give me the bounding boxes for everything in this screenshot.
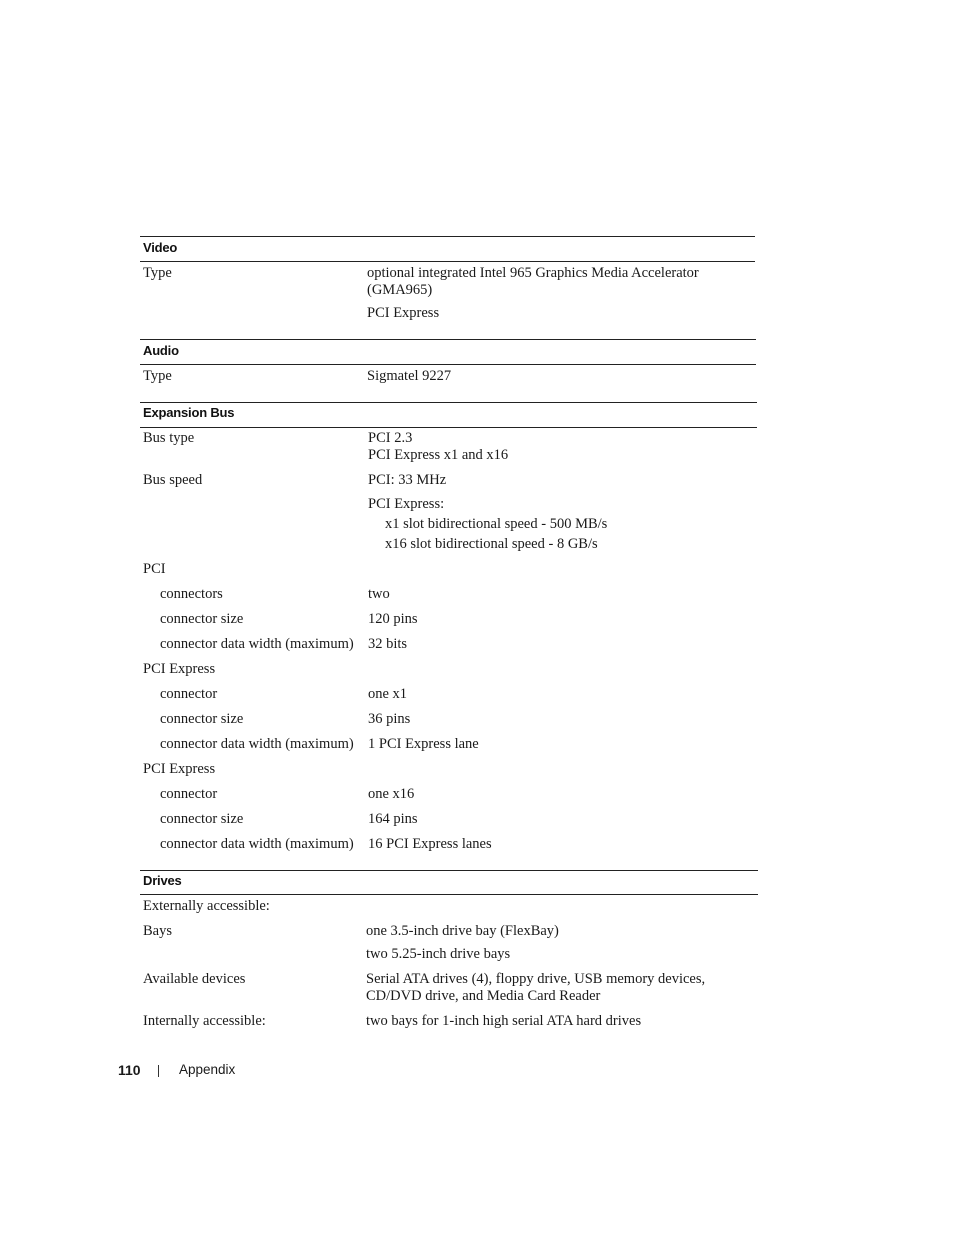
pcie-x1-size-label: connector size xyxy=(160,711,244,727)
pcie-x1-connector-label: connector xyxy=(160,686,218,702)
pcie-x1-width-value: 1 PCI Express lane xyxy=(368,736,479,752)
pcie-x1-width-label: connector data width (maximum) xyxy=(160,736,354,752)
video-type-label: Type xyxy=(143,265,172,281)
drives-bays-value-2: two 5.25-inch drive bays xyxy=(366,946,511,962)
drives-heading-rule xyxy=(140,894,758,895)
bus-speed-value-1: PCI: 33 MHz xyxy=(368,472,447,488)
audio-heading-rule xyxy=(140,364,756,365)
bus-type-value-2: PCI Express x1 and x16 xyxy=(368,447,509,463)
pci-connectors-value: two xyxy=(368,586,390,602)
expansion-heading-rule xyxy=(140,427,757,428)
pci-connectors-label: connectors xyxy=(160,586,223,602)
pcie-x16-width-value: 16 PCI Express lanes xyxy=(368,836,492,852)
pcie-x1-label: PCI Express xyxy=(143,661,216,677)
audio-heading: Audio xyxy=(143,343,179,358)
pcie-x16-connector-label: connector xyxy=(160,786,218,802)
video-top-rule xyxy=(140,236,755,237)
page-number: 110 xyxy=(118,1062,141,1078)
drives-devices-label: Available devices xyxy=(143,971,246,987)
bus-speed-value-2: PCI Express: xyxy=(368,496,445,512)
pcie-x16-connector-value: one x16 xyxy=(368,786,415,802)
drives-internal-label: Internally accessible: xyxy=(143,1013,266,1029)
pcie-x16-size-label: connector size xyxy=(160,811,244,827)
video-heading: Video xyxy=(143,240,178,255)
expansion-top-rule xyxy=(140,402,757,403)
expansion-heading: Expansion Bus xyxy=(143,405,235,420)
pcie-x16-size-value: 164 pins xyxy=(368,811,418,827)
bus-type-label: Bus type xyxy=(143,430,195,446)
bus-speed-value-3: x1 slot bidirectional speed - 500 MB/s xyxy=(385,516,608,532)
video-type-value-2: PCI Express xyxy=(367,305,440,321)
drives-top-rule xyxy=(140,870,758,871)
pcie-x1-connector-value: one x1 xyxy=(368,686,408,702)
audio-type-value: Sigmatel 9227 xyxy=(367,368,452,384)
video-type-value-1: optional integrated Intel 965 Graphics Media Accelerator (GMA965) xyxy=(367,265,699,298)
drives-bays-label: Bays xyxy=(143,923,172,939)
pcie-x16-width-label: connector data width (maximum) xyxy=(160,836,354,852)
drives-bays-value-1: one 3.5-inch drive bay (FlexBay) xyxy=(366,923,559,939)
audio-type-label: Type xyxy=(143,368,172,384)
pci-size-value: 120 pins xyxy=(368,611,418,627)
pcie-x1-size-value: 36 pins xyxy=(368,711,411,727)
footer-divider xyxy=(158,1065,159,1077)
bus-speed-value-4: x16 slot bidirectional speed - 8 GB/s xyxy=(385,536,598,552)
audio-top-rule xyxy=(140,339,756,340)
video-heading-rule xyxy=(140,261,755,262)
pci-size-label: connector size xyxy=(160,611,244,627)
footer-section-label: Appendix xyxy=(179,1062,236,1077)
drives-heading: Drives xyxy=(143,873,182,888)
pci-width-label: connector data width (maximum) xyxy=(160,636,354,652)
pci-label: PCI xyxy=(143,561,166,577)
bus-speed-label: Bus speed xyxy=(143,472,203,488)
bus-type-value-1: PCI 2.3 xyxy=(368,430,413,446)
drives-external-label: Externally accessible: xyxy=(143,898,270,914)
drives-devices-value: Serial ATA drives (4), floppy drive, USB memory devices, CD/DVD drive, and Media Card Reader xyxy=(366,971,706,1004)
pcie-x16-label: PCI Express xyxy=(143,761,216,777)
drives-internal-value: two bays for 1-inch high serial ATA hard drives xyxy=(366,1013,642,1029)
pci-width-value: 32 bits xyxy=(368,636,408,652)
